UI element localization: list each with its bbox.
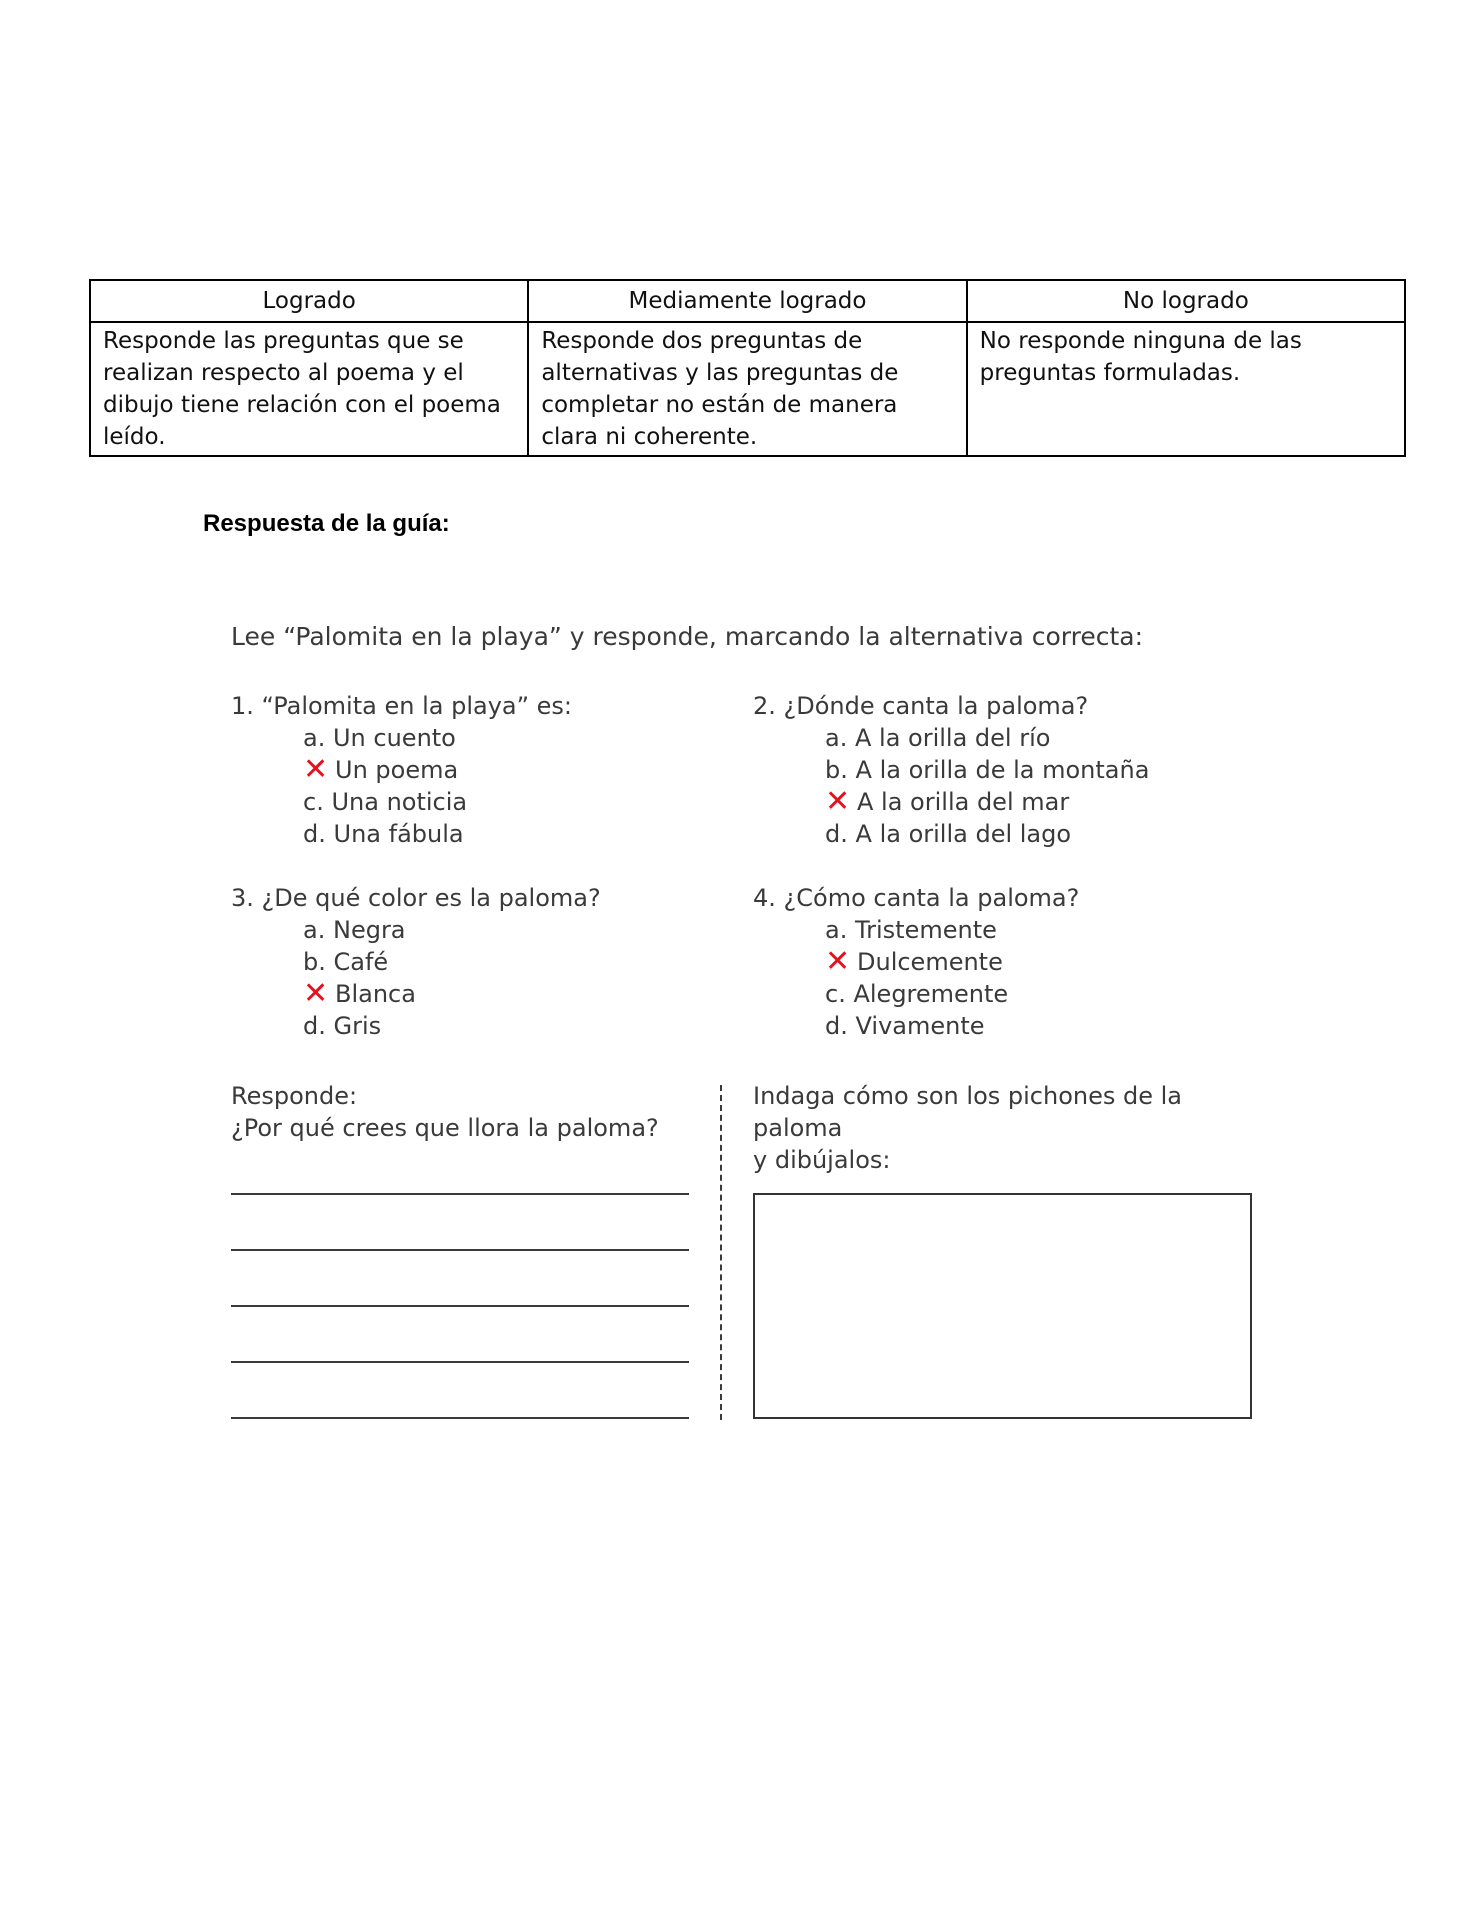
- option-text: Gris: [333, 1012, 382, 1040]
- option-item[interactable]: [303, 818, 751, 850]
- option-letter: a.: [825, 916, 848, 944]
- option-text: Vivamente: [855, 1012, 985, 1040]
- options-list: [231, 914, 751, 1042]
- options-list: [753, 722, 1273, 850]
- red-x-mark-icon: ✕: [303, 752, 329, 787]
- option-letter: a.: [825, 724, 848, 752]
- rubric-cell-mediamente-logrado: Responde dos preguntas de alternativas y las preguntas de completar no están de manera clara ni coherente.: [528, 322, 966, 456]
- investigate-line-2: y dibújalos:: [753, 1146, 891, 1174]
- option-item[interactable]: [303, 722, 751, 754]
- rubric-header-no-logrado: No logrado: [967, 280, 1405, 322]
- option-item[interactable]: [825, 914, 1273, 946]
- worksheet-instruction: Lee “Palomita en la playa” y responde, marcando la alternativa correcta:: [231, 622, 1143, 651]
- option-text: Negra: [332, 916, 406, 944]
- question-4: [753, 882, 1273, 1042]
- option-item[interactable]: [825, 818, 1273, 850]
- option-letter: b.: [303, 948, 326, 976]
- option-text: Alegremente: [853, 980, 1009, 1008]
- option-letter: d.: [303, 1012, 326, 1040]
- option-letter: d.: [825, 1012, 848, 1040]
- options-list: [231, 722, 751, 850]
- option-letter: c.: [825, 980, 846, 1008]
- answer-line[interactable]: [231, 1305, 689, 1307]
- option-letter: d.: [303, 820, 326, 848]
- option-item[interactable]: [303, 1010, 751, 1042]
- options-list: [753, 914, 1273, 1042]
- option-text: Una fábula: [333, 820, 464, 848]
- option-text: Blanca: [335, 980, 416, 1008]
- answer-line[interactable]: [231, 1249, 689, 1251]
- question-2: [753, 690, 1273, 850]
- option-item[interactable]: [825, 754, 1273, 786]
- option-text: Dulcemente: [857, 948, 1003, 976]
- guide-heading: Respuesta de la guía:: [203, 510, 450, 537]
- option-item-marked[interactable]: [303, 978, 751, 1010]
- rubric-cell-logrado: Responde las preguntas que se realizan respecto al poema y el dibujo tiene relación con el poema leído.: [90, 322, 528, 456]
- option-text: Una noticia: [331, 788, 468, 816]
- answer-line[interactable]: [231, 1193, 689, 1195]
- red-x-mark-icon: ✕: [825, 784, 851, 819]
- respond-section: [231, 1080, 701, 1144]
- question-3: [231, 882, 751, 1042]
- option-item[interactable]: [825, 1010, 1273, 1042]
- answer-line[interactable]: [231, 1361, 689, 1363]
- option-item-marked[interactable]: [303, 754, 751, 786]
- drawing-box[interactable]: [753, 1193, 1252, 1419]
- question-title: 4. ¿Cómo canta la paloma?: [753, 884, 1080, 912]
- rubric-header-logrado: Logrado: [90, 280, 528, 322]
- question-title: 2. ¿Dónde canta la paloma?: [753, 692, 1089, 720]
- option-letter: d.: [825, 820, 848, 848]
- option-text: Café: [333, 948, 389, 976]
- option-letter: c.: [303, 788, 324, 816]
- option-item-marked[interactable]: [825, 786, 1273, 818]
- option-item[interactable]: [303, 946, 751, 978]
- option-item[interactable]: [825, 978, 1273, 1010]
- investigate-section: [753, 1080, 1273, 1176]
- answer-line[interactable]: [231, 1417, 689, 1419]
- rubric-cell-no-logrado: No responde ninguna de las preguntas formuladas.: [967, 322, 1405, 456]
- option-letter: b.: [825, 756, 848, 784]
- option-text: A la orilla del río: [854, 724, 1051, 752]
- option-text: Tristemente: [854, 916, 997, 944]
- option-item[interactable]: [303, 786, 751, 818]
- red-x-mark-icon: ✕: [825, 944, 851, 979]
- respond-question: ¿Por qué crees que llora la paloma?: [231, 1114, 659, 1142]
- option-text: A la orilla de la montaña: [855, 756, 1150, 784]
- option-text: A la orilla del lago: [855, 820, 1072, 848]
- question-title: 1. “Palomita en la playa” es:: [231, 692, 573, 720]
- option-letter: a.: [303, 916, 326, 944]
- red-x-mark-icon: ✕: [303, 976, 329, 1011]
- option-text: Un cuento: [332, 724, 456, 752]
- dashed-divider: [720, 1085, 722, 1420]
- question-1: [231, 690, 751, 850]
- option-item[interactable]: [825, 722, 1273, 754]
- option-item-marked[interactable]: [825, 946, 1273, 978]
- investigate-line-1: Indaga cómo son los pichones de la paloma: [753, 1082, 1182, 1142]
- respond-label: Responde:: [231, 1082, 358, 1110]
- option-item[interactable]: [303, 914, 751, 946]
- option-text: Un poema: [335, 756, 459, 784]
- option-letter: a.: [303, 724, 326, 752]
- rubric-header-mediamente-logrado: Mediamente logrado: [528, 280, 966, 322]
- question-title: 3. ¿De qué color es la paloma?: [231, 884, 601, 912]
- option-text: A la orilla del mar: [857, 788, 1070, 816]
